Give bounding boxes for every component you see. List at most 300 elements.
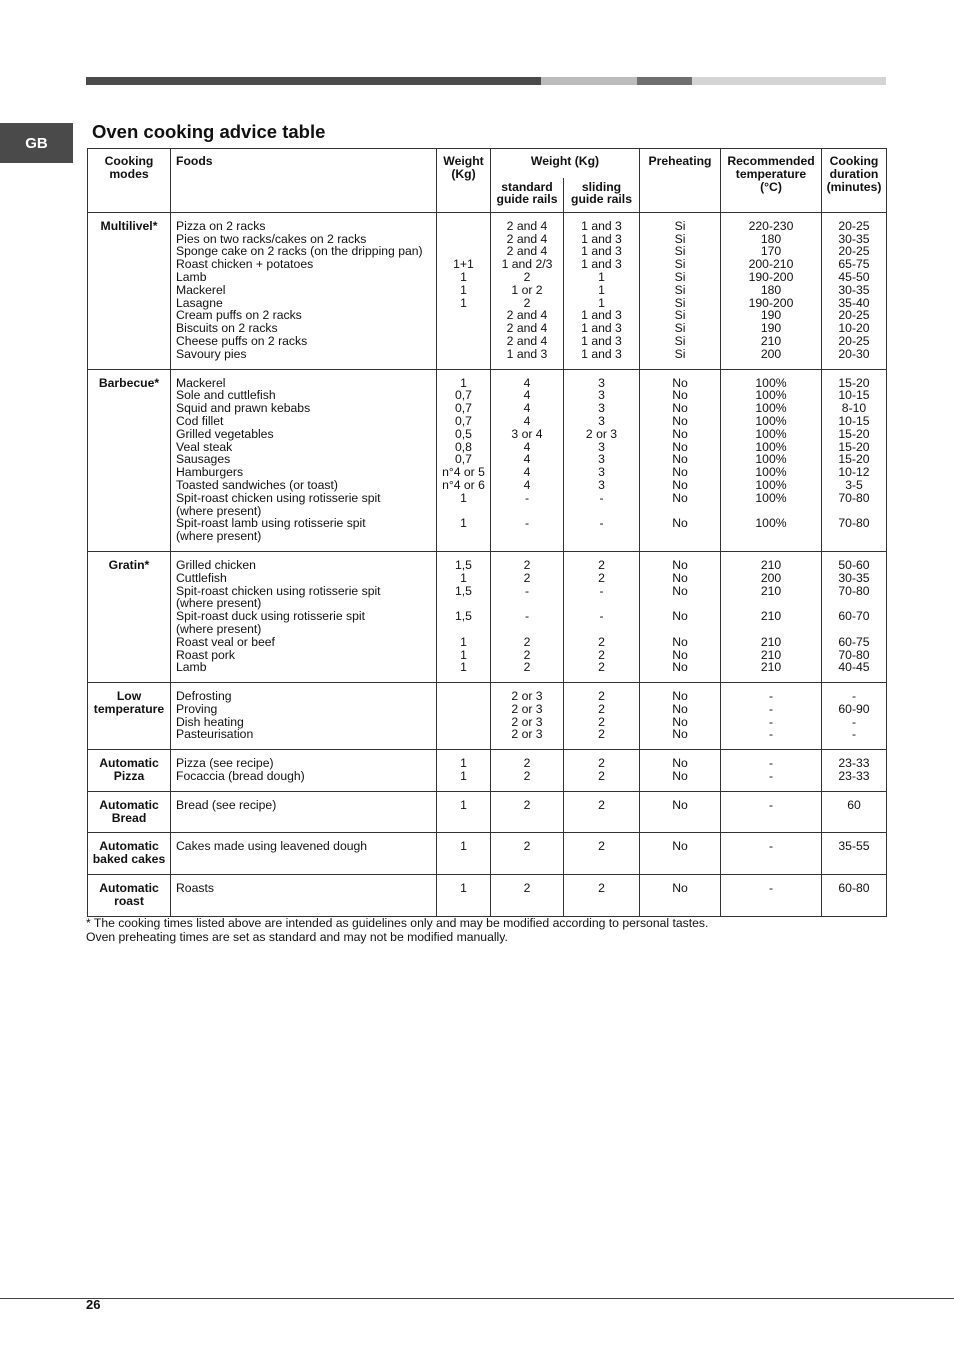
temperature-value: 190: [760, 308, 782, 323]
weight-value: 1: [460, 769, 467, 784]
standard-rails-cell: [491, 369, 564, 551]
food-value: (where present): [176, 529, 262, 544]
weight-value: [440, 335, 487, 348]
duration-value: 3-5: [845, 477, 863, 492]
duration-value: 50-60: [838, 557, 870, 572]
weight-value: [440, 348, 487, 361]
preheating-value: No: [672, 490, 688, 505]
duration-value: 60: [847, 797, 861, 812]
standard-rails-value: 2: [523, 797, 531, 812]
preheating-value: Si: [674, 308, 686, 323]
duration-value: 30-35: [838, 570, 870, 585]
page-number: 26: [86, 1297, 101, 1312]
food-value: Sole and cuttlefish: [176, 388, 276, 403]
temperature-value: 190-200: [748, 295, 794, 310]
preheating-cell: [640, 369, 721, 551]
duration-value: 10-20: [838, 321, 870, 336]
header-bar-segment: [541, 77, 637, 85]
food-value: Roasts: [176, 881, 214, 896]
header-cooking-modes: Cooking modes: [88, 149, 171, 213]
food-value: Spit-roast lamb using rotisserie spit: [176, 516, 366, 531]
duration-value: 10-15: [838, 388, 870, 403]
standard-rails-value: 2 or 3: [511, 689, 543, 704]
weight-cell: [437, 750, 491, 792]
duration-value: 60-80: [838, 881, 870, 896]
food-value: Proving: [176, 701, 218, 716]
standard-rails-value: 4: [523, 375, 531, 390]
food-value: Toasted sandwiches (or toast): [176, 477, 338, 492]
weight-value: [440, 703, 487, 716]
weight-value: [440, 530, 487, 543]
weight-value: [440, 309, 487, 322]
duration-cell: [822, 683, 887, 750]
standard-rails-value: 1 or 2: [511, 282, 543, 297]
header-foods: Foods: [171, 149, 437, 213]
sliding-rails-value: 3: [598, 401, 605, 416]
temperature-value: 180: [760, 231, 782, 246]
sliding-rails-value: 2: [598, 634, 605, 649]
weight-value: [440, 716, 487, 729]
header-preheating: Preheating: [640, 149, 721, 213]
standard-rails-value: 2: [523, 647, 531, 662]
header-duration: Cooking duration (minutes): [822, 149, 887, 213]
food-value: Pizza on 2 racks: [176, 218, 266, 233]
sliding-rails-value: 3: [598, 388, 605, 403]
weight-cell: [437, 551, 491, 682]
preheating-value: Si: [674, 269, 686, 284]
preheating-value: No: [672, 375, 688, 390]
temperature-value: 100%: [755, 452, 787, 467]
standard-rails-value: 4: [523, 388, 531, 403]
food-cell: [171, 369, 437, 551]
temperature-value: 210: [760, 609, 782, 624]
preheating-value: No: [672, 401, 688, 416]
duration-value: 45-50: [838, 269, 870, 284]
food-value: Bread (see recipe): [176, 797, 277, 812]
weight-value: 1: [460, 797, 467, 812]
preheating-value: No: [672, 609, 688, 624]
cooking-mode-cell: Gratin*: [88, 551, 171, 682]
food-value: Lasagne: [176, 295, 223, 310]
preheating-value: No: [672, 701, 688, 716]
preheating-value: No: [672, 660, 688, 675]
preheating-value: No: [672, 634, 688, 649]
duration-value: 30-35: [838, 282, 870, 297]
standard-rails-value: 2: [523, 269, 531, 284]
food-value: Grilled vegetables: [176, 426, 274, 441]
weight-value: 1+1: [453, 257, 474, 272]
sliding-rails-value: -: [599, 583, 604, 598]
food-cell: [171, 791, 437, 833]
duration-value: 40-45: [838, 660, 870, 675]
standard-rails-value: 2 and 4: [506, 308, 548, 323]
sliding-rails-cell: [564, 875, 640, 917]
sliding-rails-value: 2: [598, 570, 605, 585]
cooking-mode-cell: Low temperature: [88, 683, 171, 750]
footnote: [86, 917, 708, 944]
duration-cell: [822, 212, 887, 369]
sliding-rails-value: 2: [598, 756, 605, 771]
duration-value: 20-30: [838, 346, 870, 361]
food-value: Spit-roast chicken using rotisserie spit: [176, 490, 381, 505]
preheating-value: No: [672, 769, 688, 784]
food-value: Lamb: [176, 269, 207, 284]
temperature-value: 210: [760, 583, 782, 598]
food-value: Mackerel: [176, 375, 226, 390]
weight-value: [440, 690, 487, 703]
weight-value: 1: [460, 634, 467, 649]
sliding-rails-value: 1: [598, 269, 605, 284]
weight-value: 1: [460, 570, 467, 585]
sliding-rails-cell: [564, 551, 640, 682]
temperature-value: 190-200: [748, 269, 794, 284]
preheating-value: Si: [674, 231, 686, 246]
food-value: Roast chicken + potatoes: [176, 257, 314, 272]
duration-value: 65-75: [838, 257, 870, 272]
header-color-bar: [86, 77, 886, 85]
food-value: Savoury pies: [176, 346, 247, 361]
standard-rails-value: 2: [523, 839, 531, 854]
preheating-value: No: [672, 797, 688, 812]
standard-rails-value: 4: [523, 401, 531, 416]
temperature-cell: [721, 750, 822, 792]
cooking-mode-cell: Automatic roast: [88, 875, 171, 917]
sliding-rails-value: 2: [598, 647, 605, 662]
temperature-cell: [721, 212, 822, 369]
sliding-rails-value: 1: [598, 295, 605, 310]
standard-rails-value: 4: [523, 439, 531, 454]
food-cell: [171, 212, 437, 369]
food-cell: [171, 683, 437, 750]
weight-value: n°4 or 6: [442, 477, 485, 492]
duration-value: 15-20: [838, 375, 870, 390]
weight-value: 1: [460, 660, 467, 675]
sliding-rails-value: [567, 623, 636, 636]
preheating-cell: [640, 212, 721, 369]
food-value: Pasteurisation: [176, 727, 254, 742]
temperature-value: 100%: [755, 465, 787, 480]
weight-value: 1: [460, 375, 467, 390]
standard-rails-cell: [491, 683, 564, 750]
header-bar-segment: [86, 77, 541, 85]
temperature-value: 200-210: [748, 257, 794, 272]
cooking-mode-cell: Multilivel*: [88, 212, 171, 369]
table-row: [88, 750, 887, 792]
temperature-value: -: [768, 797, 774, 812]
temperature-value: 200: [760, 570, 782, 585]
food-value: Sausages: [176, 452, 231, 467]
food-cell: [171, 875, 437, 917]
temperature-value: -: [768, 881, 774, 896]
temperature-value: 210: [760, 647, 782, 662]
cooking-advice-table: [87, 148, 887, 917]
weight-value: 1: [460, 269, 467, 284]
weight-value: 1: [460, 839, 467, 854]
weight-cell: [437, 212, 491, 369]
standard-rails-value: 2 and 4: [506, 244, 548, 259]
duration-value: 60-70: [838, 609, 870, 624]
preheating-cell: [640, 750, 721, 792]
standard-rails-value: 4: [523, 452, 531, 467]
duration-value: 20-25: [838, 333, 870, 348]
temperature-cell: [721, 551, 822, 682]
weight-value: 1: [460, 282, 467, 297]
temperature-cell: [721, 683, 822, 750]
preheating-value: No: [672, 689, 688, 704]
preheating-value: No: [672, 557, 688, 572]
table-row: [88, 791, 887, 833]
weight-value: 0,7: [455, 413, 472, 428]
table-body: [88, 212, 887, 916]
duration-value: 10-12: [838, 465, 870, 480]
sliding-rails-cell: [564, 791, 640, 833]
sliding-rails-value: 3: [598, 452, 605, 467]
sliding-rails-value: 1 and 3: [581, 231, 622, 246]
temperature-value: -: [768, 714, 774, 729]
temperature-value: 180: [760, 282, 782, 297]
standard-rails-value: 2: [523, 756, 531, 771]
duration-value: 15-20: [838, 439, 870, 454]
footer-rule: [0, 1298, 954, 1299]
sliding-rails-value: 3: [598, 439, 605, 454]
temperature-value: 100%: [755, 477, 787, 492]
temperature-value: 210: [760, 557, 782, 572]
standard-rails-value: 4: [523, 413, 531, 428]
food-value: Sponge cake on 2 racks (on the dripping pan): [176, 244, 423, 259]
standard-rails-value: 2: [523, 557, 531, 572]
preheating-value: No: [672, 452, 688, 467]
preheating-cell: [640, 833, 721, 875]
duration-cell: [822, 875, 887, 917]
duration-value: 23-33: [838, 756, 870, 771]
footnote-line: * The cooking times listed above are intended as guidelines only and may be modified according to personal tastes.: [86, 916, 709, 930]
standard-rails-value: 2 and 4: [506, 321, 548, 336]
food-value: Cuttlefish: [176, 570, 227, 585]
duration-cell: [822, 833, 887, 875]
food-value: Pies on two racks/cakes on 2 racks: [176, 231, 367, 246]
standard-rails-cell: [491, 791, 564, 833]
temperature-value: -: [768, 727, 774, 742]
page-title: Oven cooking advice table: [92, 121, 326, 142]
duration-value: 8-10: [841, 401, 867, 416]
food-value: Pizza (see recipe): [176, 756, 274, 771]
duration-value: 23-33: [838, 769, 870, 784]
header-standard-rails: standard guide rails: [491, 178, 564, 213]
sliding-rails-cell: [564, 833, 640, 875]
weight-value: 1,5: [455, 609, 472, 624]
standard-rails-value: -: [524, 583, 530, 598]
preheating-cell: [640, 683, 721, 750]
sliding-rails-value: -: [599, 516, 604, 531]
duration-value: -: [851, 727, 857, 742]
temperature-value: 220-230: [748, 218, 794, 233]
sliding-rails-value: -: [599, 490, 604, 505]
weight-value: [440, 220, 487, 233]
preheating-value: No: [672, 714, 688, 729]
preheating-value: [643, 623, 717, 636]
preheating-value: No: [672, 516, 688, 531]
sliding-rails-value: 2: [598, 689, 605, 704]
sliding-rails-value: 2: [598, 660, 605, 675]
duration-cell: [822, 750, 887, 792]
duration-value: 10-15: [838, 413, 870, 428]
header-rack-position: Weight (Kg): [491, 149, 640, 178]
preheating-value: Si: [674, 257, 686, 272]
temperature-value: [724, 530, 818, 543]
temperature-value: -: [768, 769, 774, 784]
sliding-rails-value: 1 and 3: [581, 321, 622, 336]
food-value: Spit-roast chicken using rotisserie spit: [176, 583, 381, 598]
standard-rails-value: [494, 623, 560, 636]
sliding-rails-value: -: [599, 609, 604, 624]
duration-value: 70-80: [838, 490, 870, 505]
header-temperature: Recommended temperature (°C): [721, 149, 822, 213]
food-value: Focaccia (bread dough): [176, 769, 305, 784]
sliding-rails-value: 1: [598, 282, 605, 297]
temperature-value: 210: [760, 660, 782, 675]
duration-value: 30-35: [838, 231, 870, 246]
food-value: Cheese puffs on 2 racks: [176, 333, 308, 348]
header-sliding-rails: sliding guide rails: [564, 178, 640, 213]
standard-rails-value: 4: [523, 465, 531, 480]
temperature-value: 100%: [755, 375, 787, 390]
duration-value: -: [851, 689, 857, 704]
header-weight: Weight (Kg): [437, 149, 491, 213]
standard-rails-cell: [491, 750, 564, 792]
standard-rails-value: 2: [523, 570, 531, 585]
preheating-value: No: [672, 477, 688, 492]
sliding-rails-value: 1 and 3: [581, 244, 622, 259]
preheating-cell: [640, 791, 721, 833]
sliding-rails-value: 1 and 3: [581, 346, 622, 361]
weight-value: 1,5: [455, 557, 472, 572]
weight-value: [440, 322, 487, 335]
temperature-value: -: [768, 701, 774, 716]
standard-rails-cell: [491, 875, 564, 917]
food-value: Lamb: [176, 660, 207, 675]
preheating-value: No: [672, 426, 688, 441]
duration-value: 15-20: [838, 426, 870, 441]
food-cell: [171, 551, 437, 682]
temperature-value: 100%: [755, 413, 787, 428]
food-cell: [171, 833, 437, 875]
preheating-value: Si: [674, 244, 686, 259]
weight-value: [440, 233, 487, 246]
preheating-value: No: [672, 583, 688, 598]
weight-cell: [437, 369, 491, 551]
duration-value: 35-40: [838, 295, 870, 310]
duration-value: 20-25: [838, 218, 870, 233]
food-value: Defrosting: [176, 689, 232, 704]
temperature-cell: [721, 791, 822, 833]
standard-rails-value: 3 or 4: [511, 426, 543, 441]
preheating-value: Si: [674, 218, 686, 233]
preheating-value: Si: [674, 282, 686, 297]
weight-value: 1: [460, 647, 467, 662]
weight-value: 0,7: [455, 452, 472, 467]
table-row: [88, 875, 887, 917]
sliding-rails-value: 2 or 3: [585, 426, 618, 441]
weight-value: 0,8: [455, 439, 472, 454]
sliding-rails-value: 3: [598, 413, 605, 428]
sliding-rails-value: 2: [598, 714, 605, 729]
duration-value: 35-55: [838, 839, 870, 854]
weight-value: 0,5: [455, 426, 472, 441]
temperature-cell: [721, 875, 822, 917]
preheating-value: [643, 530, 717, 543]
temperature-value: 100%: [755, 388, 787, 403]
standard-rails-cell: [491, 551, 564, 682]
preheating-value: Si: [674, 295, 686, 310]
temperature-value: [724, 623, 818, 636]
duration-value: [825, 530, 883, 543]
table-row: [88, 369, 887, 551]
food-value: Cod fillet: [176, 413, 224, 428]
header-bar-segment: [692, 77, 886, 85]
standard-rails-value: 4: [523, 477, 531, 492]
table-row: [88, 833, 887, 875]
food-value: Veal steak: [176, 439, 233, 454]
standard-rails-value: 2 or 3: [511, 727, 543, 742]
standard-rails-value: 2 or 3: [511, 714, 543, 729]
standard-rails-cell: [491, 833, 564, 875]
table-row: [88, 551, 887, 682]
duration-cell: [822, 791, 887, 833]
standard-rails-value: -: [524, 516, 530, 531]
sliding-rails-value: 2: [598, 727, 605, 742]
sliding-rails-value: 3: [598, 375, 605, 390]
weight-value: 0,7: [455, 388, 472, 403]
food-value: Dish heating: [176, 714, 244, 729]
temperature-value: 100%: [755, 426, 787, 441]
preheating-value: No: [672, 647, 688, 662]
food-value: (where present): [176, 596, 262, 611]
preheating-value: No: [672, 839, 688, 854]
temperature-value: 210: [760, 333, 782, 348]
sliding-rails-value: 2: [598, 557, 605, 572]
preheating-value: No: [672, 413, 688, 428]
standard-rails-value: 2 and 4: [506, 231, 548, 246]
sliding-rails-value: 2: [598, 839, 605, 854]
language-tab: GB: [0, 123, 73, 163]
preheating-value: Si: [674, 321, 686, 336]
duration-value: 15-20: [838, 452, 870, 467]
sliding-rails-value: 1 and 3: [581, 308, 622, 323]
sliding-rails-value: 3: [598, 477, 605, 492]
standard-rails-value: 1 and 3: [506, 346, 548, 361]
food-value: (where present): [176, 503, 262, 518]
weight-value: 1,5: [455, 583, 472, 598]
footnote-line: Oven preheating times are set as standard and may not be modified manually.: [86, 929, 508, 944]
weight-cell: [437, 875, 491, 917]
sliding-rails-value: 2: [598, 797, 605, 812]
weight-value: 1: [460, 881, 467, 896]
duration-value: -: [851, 714, 857, 729]
duration-value: 70-80: [838, 647, 870, 662]
standard-rails-value: 2 and 4: [506, 218, 548, 233]
food-value: Squid and prawn kebabs: [176, 401, 311, 416]
duration-value: 70-80: [838, 583, 870, 598]
preheating-value: No: [672, 388, 688, 403]
standard-rails-value: 2: [523, 634, 531, 649]
food-value: (where present): [176, 621, 262, 636]
standard-rails-value: 2: [523, 769, 531, 784]
temperature-value: -: [768, 689, 774, 704]
header-bar-segment: [637, 77, 692, 85]
food-value: Grilled chicken: [176, 557, 256, 572]
temperature-value: 170: [760, 244, 782, 259]
duration-value: 60-75: [838, 634, 870, 649]
